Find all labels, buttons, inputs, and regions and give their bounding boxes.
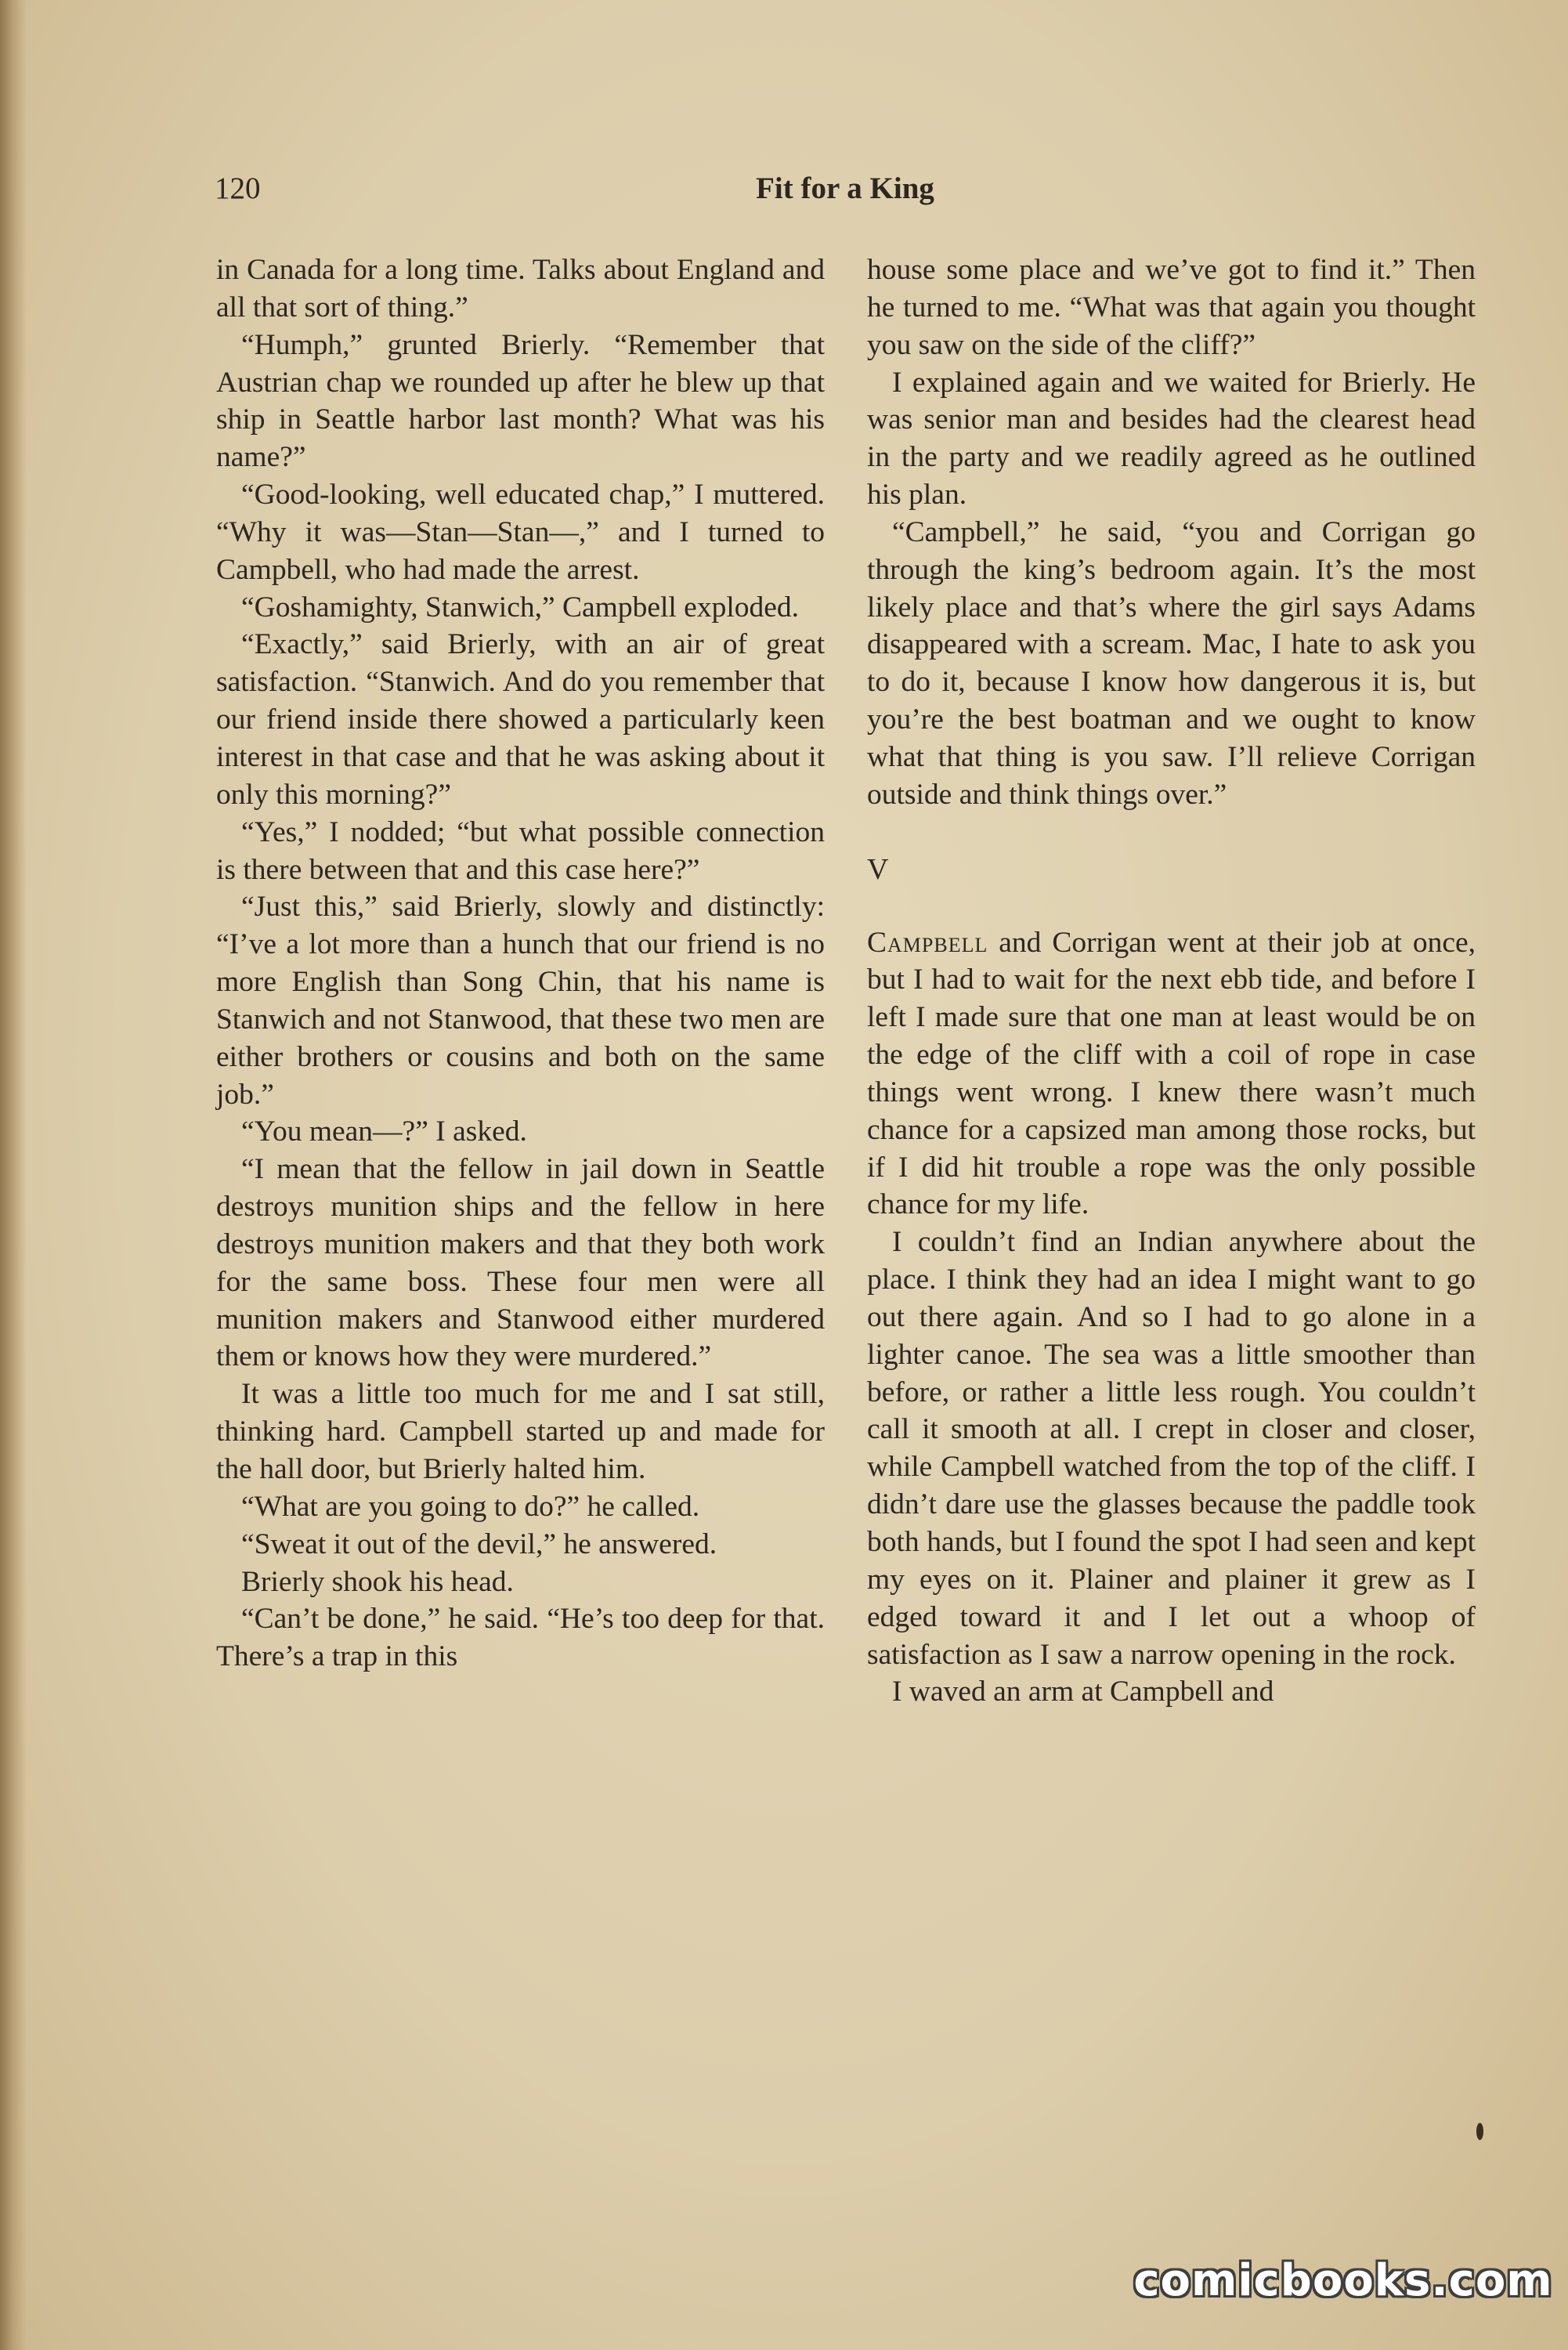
paragraph: “Can’t be done,” he said. “He’s too deep for that. There’s a trap in this [216,1603,825,1673]
paragraph: house some place and we’ve got to find it.” Then he turned to me. “What was that again you thought you saw on the side of the cliff?” [867,254,1476,361]
left-column [216,251,825,1676]
page-edge-shadow [0,0,27,2350]
paragraph: “Good-looking, well educated chap,” I muttered. “Why it was—Stan—Stan—,” and I turned to Campbell, who had made the arrest. [216,479,825,586]
paragraph: I waved an arm at Campbell and [892,1676,1274,1708]
smallcaps-lead: Campbell [867,926,988,959]
paragraph: “Humph,” grunted Brierly. “Remember that Austrian chap we rounded up after he blew up that ship in Seattle harbor last month? What was his name?” [216,328,825,474]
running-title: Fit for a King [756,172,934,205]
paragraph: “What are you going to do?” he called. [241,1490,700,1523]
paragraph [867,924,1476,1224]
paragraph: “You mean—?” I asked. [241,1115,527,1148]
paragraph: “Just this,” said Brierly, slowly and distinctly: “I’ve a lot more than a hunch that our friend is no more English than Song Chin, that his name is Stanwich and not Stanwood, that these two men are either brothers or cousins and both on the same job.” [216,891,825,1111]
paragraph: Brierly shook his head. [241,1565,514,1598]
right-column [867,251,1476,1711]
paragraph: “Yes,” I nodded; “but what possible connection is there between that and this case here?” [216,815,825,886]
watermark-logo: comicbooks.com [1133,2254,1553,2306]
paragraph: “Campbell,” he said, “you and Corrigan go through the king’s bedroom again. It’s the most likely place and that’s where the girl says Adams disappeared with a scream. Mac, I hate to ask you to do it, because I know how dangerous it is, but you’re the best boatman and we ought to know what that thing is you saw. I’ll relieve Corrigan outside and think things over.” [867,515,1476,811]
ink-speck [1476,2123,1483,2140]
paragraph-text: and Corrigan went at their job at once, but I had to wait for the next ebb tide, and before I left I made sure that one man at least would be on the edge of the cliff with a coil of rope in case things went wrong. I knew there wasn’t much chance for a capsized man among those rocks, but if I did hit trouble a rope was the only possible chance for my life. [867,926,1476,1221]
section-heading: V [867,852,889,886]
paragraph: “I mean that the fellow in jail down in Seattle destroys munition ships and the fellow in here destroys munition makers and that they both work for the same boss. These four men were all munition makers and Stanwood either murdered them or knows how they were murdered.” [216,1153,825,1373]
page-number: 120 [215,172,261,205]
paragraph: “Exactly,” said Brierly, with an air of great satisfaction. “Stanwich. And do you remember that our friend inside there showed a particularly keen interest in that case and that he was asking about it only this morning?” [216,628,825,811]
paragraph: in Canada for a long time. Talks about England and all that sort of thing.” [216,254,825,324]
paragraph: It was a little too much for me and I sat still, thinking hard. Campbell started up and made for the hall door, but Brierly halted him. [216,1378,825,1485]
paragraph: “Goshamighty, Stanwich,” Campbell exploded. [241,591,800,624]
paragraph: I explained again and we waited for Brierly. He was senior man and besides had the clearest head in the party and we readily agreed as he outlined his plan. [867,366,1476,512]
paragraph: “Sweat it out of the devil,” he answered. [241,1528,717,1560]
page-header [215,171,1476,218]
paragraph: I couldn’t find an Indian anywhere about the place. I think they had an idea I might want to go out there again. And so I had to go alone in a lighter canoe. The sea was a little smoother than before, or rather a little less rough. You couldn’t call it smooth at all. I crept in closer and closer, while Campbell watched from the top of the cliff. I didn’t dare use the glasses because the paddle took both hands, but I found the spot I had seen and kept my eyes on it. Plainer and plainer it grew as I edged toward it and I let out a whoop of satisfaction as I saw a narrow opening in the rock. [867,1226,1476,1671]
